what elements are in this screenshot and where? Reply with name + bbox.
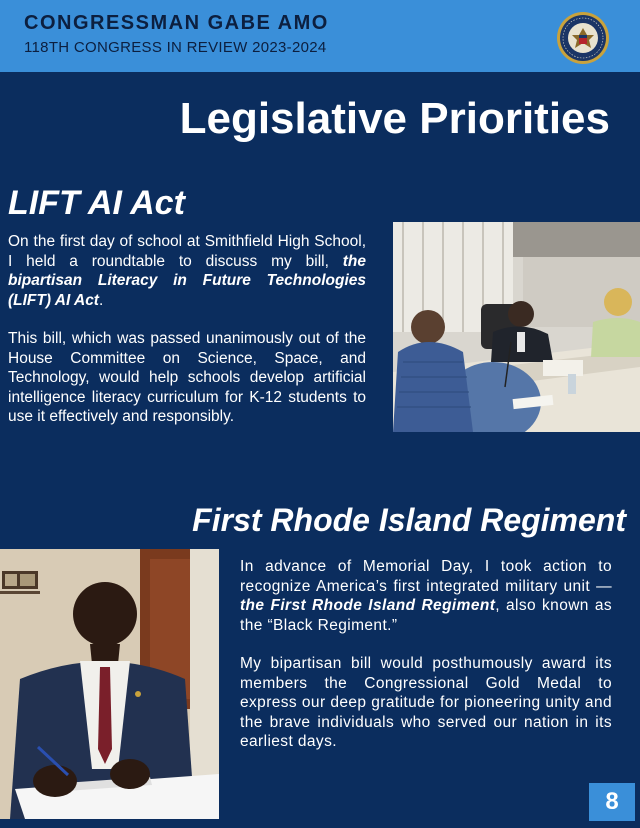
section-body-lift-ai-act	[8, 232, 366, 446]
text-span: On the first day of school at Smithfield High School, I held a roundtable to discuss my bill,	[8, 233, 366, 270]
regiment-name-emphasis: the First Rhode Island Regiment	[240, 597, 496, 614]
page-title: Legislative Priorities	[179, 94, 610, 143]
paragraph: This bill, which was passed unanimously out of the House Committee on Science, Space, and Technology, would help schools develop artificial intelligence literacy curriculum for K-12 students to use it effectively and responsibly.	[8, 330, 366, 425]
section-title-lift-ai-act: LIFT AI Act	[8, 184, 185, 222]
congressman-name: CONGRESSMAN GABE AMO	[24, 12, 329, 34]
section-body-first-rhode-island-regiment	[240, 557, 612, 771]
paragraph	[8, 232, 366, 310]
text-span: In advance of Memorial Day, I took action to recognize America’s first integrated military unit —	[240, 558, 612, 595]
house-seal-icon	[556, 11, 610, 65]
report-subtitle: 118TH CONGRESS IN REVIEW 2023-2024	[24, 39, 327, 56]
bill-name-emphasis: the bipartisan Literacy in Future Technologies (LIFT) AI Act	[8, 252, 366, 309]
paragraph	[240, 557, 612, 635]
roundtable-photo	[393, 222, 640, 432]
section-title-first-rhode-island-regiment: First Rhode Island Regiment	[192, 502, 626, 538]
text-span: .	[98, 291, 104, 309]
header-bar	[0, 0, 640, 72]
paragraph: My bipartisan bill would posthumously award its members the Congressional Gold Medal to express our deep gratitude for pioneering unity and the brave individuals who served our nation in its earliest days.	[240, 655, 612, 750]
page-number: 8	[589, 783, 635, 821]
text-span: , also known as the “Black Regiment.”	[240, 597, 613, 634]
signing-bill-photo	[0, 549, 219, 819]
